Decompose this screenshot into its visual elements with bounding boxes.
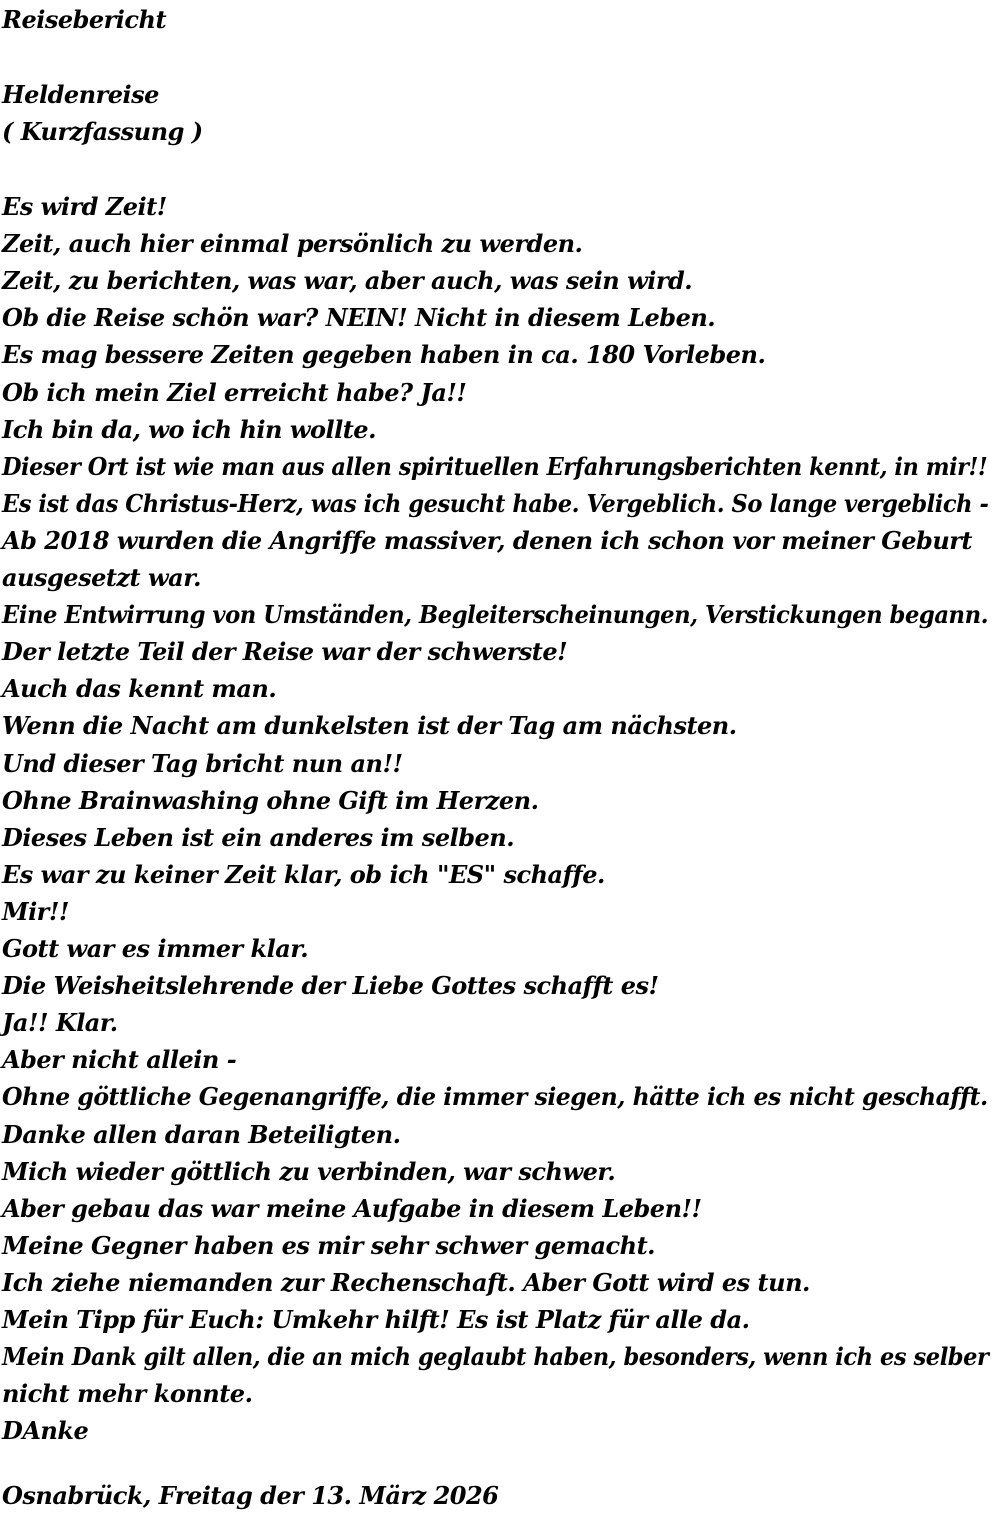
body-line: Ob ich mein Ziel erreicht habe? Ja!! [2,378,467,407]
body-line: Und dieser Tag bricht nun an!! [2,749,403,778]
body-line: Ohne göttliche Gegenangriffe, die immer siegen, hätte ich es nicht geschafft. [2,1082,988,1111]
body-line: Ob die Reise schön war? NEIN! Nicht in diesem Leben. [2,303,716,332]
body-line: Es mag bessere Zeiten gegeben haben in ca. 180 Vorleben. [2,340,766,369]
body-line: Es wird Zeit! [2,192,167,221]
body-line: Ohne Brainwashing ohne Gift im Herzen. [2,786,539,815]
body-line: Eine Entwirrung von Umständen, Begleiterscheinungen, Verstickungen begann. [2,600,989,629]
body-line: Zeit, auch hier einmal persönlich zu werden. [2,229,583,258]
body-line: nicht mehr konnte. [2,1379,253,1408]
body-line: Wenn die Nacht am dunkelsten ist der Tag am nächsten. [2,711,737,740]
body-line: Ich bin da, wo ich hin wollte. [2,415,376,444]
body-line: Es ist das Christus-Herz, was ich gesucht habe. Vergeblich. So lange vergeblich - [2,489,989,518]
body-line: Gott war es immer klar. [2,934,309,963]
body-line: Dieser Ort ist wie man aus allen spirituellen Erfahrungsberichten kennt, in mir!! [2,452,988,481]
body-line: Danke allen daran Beteiligten. [2,1120,401,1149]
body-line: Der letzte Teil der Reise war der schwerste! [2,637,568,666]
signature-line: Osnabrück, Freitag der 13. März 2026 [2,1481,499,1510]
body-line: Ja!! Klar. [2,1008,118,1037]
body-line: Mich wieder göttlich zu verbinden, war schwer. [2,1157,616,1186]
body-line: Dieses Leben ist ein anderes im selben. [2,823,515,852]
body-line: Mein Dank gilt allen, die an mich geglaubt haben, besonders, wenn ich es selber [2,1342,989,1371]
body-line: Ab 2018 wurden die Angriffe massiver, denen ich schon vor meiner Geburt [2,526,973,555]
body-line: Meine Gegner haben es mir sehr schwer gemacht. [2,1231,656,1260]
body-line: ausgesetzt war. [2,563,202,592]
body-line: DAnke [2,1416,89,1445]
document-heading: Reisebericht [2,5,167,34]
body-line: Aber nicht allein - [2,1045,237,1074]
body-line: Ich ziehe niemanden zur Rechenschaft. Aber Gott wird es tun. [2,1268,810,1297]
body-line: Zeit, zu berichten, was war, aber auch, was sein wird. [2,266,693,295]
body-line: Mein Tipp für Euch: Umkehr hilft! Es ist Platz für alle da. [2,1305,750,1334]
body-line: Es war zu keiner Zeit klar, ob ich "ES" schaffe. [2,860,605,889]
body-line: Auch das kennt man. [2,674,277,703]
body-line: Mir!! [2,897,69,926]
document-subtitle: ( Kurzfassung ) [2,117,203,146]
document-title: Heldenreise [2,80,159,109]
body-line: Die Weisheitslehrende der Liebe Gottes schafft es! [2,971,659,1000]
body-line: Aber gebau das war meine Aufgabe in diesem Leben!! [2,1194,702,1223]
